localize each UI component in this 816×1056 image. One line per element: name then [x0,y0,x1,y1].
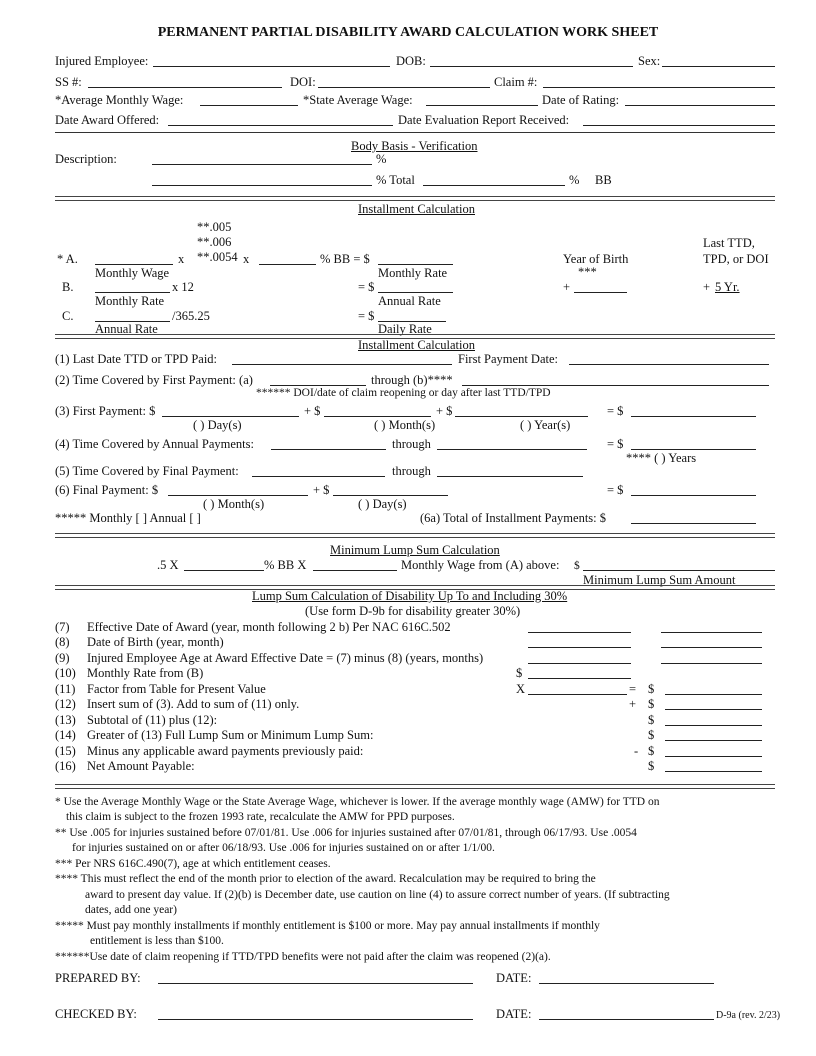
row15-minus: - [634,744,639,758]
row12-dollar: $ [648,697,655,711]
note: ******Use date of claim reopening if TTD/TPD benefits were not paid after the claim was reopened (2)(a). [55,951,551,963]
ss-field[interactable] [88,87,282,88]
lump-sum-subheading: (Use form D-9b for disability greater 30%) [305,604,521,618]
installment-heading-1: Installment Calculation [358,202,475,216]
triple-star-note: *** [578,265,597,279]
line3-label: (3) First Payment: $ [55,404,156,418]
min-lump-amount-caption: Minimum Lump Sum Amount [583,573,736,587]
row-a-label: * A. [57,252,78,266]
line5-label: (5) Time Covered by Final Payment: [55,464,239,478]
row11-dollar: $ [648,682,655,696]
monthly-annual-checkboxes[interactable]: ***** Monthly [ ] Annual [ ] [55,511,201,525]
date1-field[interactable] [539,983,714,984]
first-payment-total-field[interactable] [631,416,756,417]
line1-label: (1) Last Date TTD or TPD Paid: [55,352,218,366]
pct-label: % [376,152,387,166]
date-award-offered-label: Date Award Offered: [55,113,160,127]
avg-monthly-wage-field[interactable] [200,105,298,106]
pct2-label: % [569,173,580,187]
body-basis-heading: Body Basis - Verification [351,139,478,153]
annual-payments-total-field[interactable] [631,449,756,450]
row14-amount-field[interactable] [665,740,762,741]
last-ttd-label: Last TTD, [703,236,755,250]
state-avg-wage-field[interactable] [426,105,538,106]
annual-rate-field[interactable] [378,292,453,293]
installment-heading-2: Installment Calculation [358,338,475,352]
row-text: Subtotal of (11) plus (12): [87,713,218,727]
effective-date-months-field[interactable] [661,632,762,633]
min-lump-pre: .5 X [157,558,179,572]
min-lump-factor-field[interactable] [313,570,397,571]
ttd-doi-label: TPD, or DOI [703,252,769,266]
doi-label: DOI: [290,75,316,89]
annual-rate-c-caption: Annual Rate [95,322,158,336]
row-text: Effective Date of Award (year, month following 2 b) Per NAC 616C.502 [87,620,451,634]
divider [55,132,775,133]
state-avg-wage-label: *State Average Wage: [303,93,413,107]
line2-label: (2) Time Covered by First Payment: (a) [55,373,253,387]
injured-employee-field[interactable] [153,66,390,67]
note: * Use the Average Monthly Wage or the State Average Wage, whichever is lower. If the average monthly wage (AMW) for TTD on [55,796,660,808]
note: ** Use .005 for injuries sustained before 07/01/81. Use .006 for injuries sustained after 07/01/81, through 06/17/93. Use .0054 [55,827,637,839]
injured-employee-label: Injured Employee: [55,54,149,68]
row-num: (14) [55,728,76,742]
bb-label: BB [595,173,612,187]
five-year: 5 Yr. [715,280,740,294]
annual-rate-caption: Annual Rate [378,294,441,308]
row13-dollar: $ [648,713,655,727]
age-months-field[interactable] [661,663,762,664]
final-payment-from-field[interactable] [252,476,385,477]
row11-amount-field[interactable] [665,694,762,695]
pct-bb-eq: % BB = $ [320,252,370,266]
note: *** Per NRS 616C.490(7), age at which entitlement ceases. [55,858,331,870]
eq6: = $ [607,483,624,497]
total-installment-field[interactable] [631,523,756,524]
years4-caption: **** ( ) Years [626,451,697,465]
factor-field[interactable] [528,694,627,695]
last-date-ttd-field[interactable] [232,364,452,365]
row-b-label: B. [62,280,74,294]
plus6: + $ [313,483,330,497]
eq3: = $ [607,404,624,418]
rate-0054: **.0054 [197,250,238,264]
claim-field[interactable] [543,87,775,88]
note: dates, add one year) [85,904,177,916]
row-text: Minus any applicable award payments previously paid: [87,744,364,758]
first-payment-years-field[interactable] [455,416,588,417]
days-caption: ( ) Day(s) [193,418,242,432]
date1-label: DATE: [496,971,532,985]
date2-label: DATE: [496,1007,532,1021]
months-caption: ( ) Month(s) [374,418,436,432]
first-payment-date-field[interactable] [569,364,769,365]
eq4: = $ [607,437,624,451]
ss-label: SS #: [55,75,82,89]
daily-rate-caption: Daily Rate [378,322,432,336]
row13-amount-field[interactable] [665,725,762,726]
sex-field[interactable] [662,66,775,67]
rate-006: **.006 [197,235,232,249]
min-lump-mw: Monthly Wage from (A) above: [401,558,560,572]
prepared-by-label: PREPARED BY: [55,971,141,985]
pct-total-label: % Total [376,173,415,187]
row-text: Greater of (13) Full Lump Sum or Minimum Lump Sum: [87,728,374,742]
line6-label: (6) Final Payment: $ [55,483,159,497]
row-num: (7) [55,620,70,634]
row-text: Factor from Table for Present Value [87,682,266,696]
eq-b: = $ [358,280,375,294]
line6a-label: (6a) Total of Installment Payments: $ [420,511,607,525]
rate-005: **.005 [197,220,232,234]
claim-label: Claim #: [494,75,538,89]
doi-field[interactable] [318,87,490,88]
note: award to present day value. If (2)(b) is December date, use caution on line (4) to assure correct number of years. (If subtracting [85,889,670,901]
min-lump-pct-field[interactable] [184,570,264,571]
months6-caption: ( ) Month(s) [203,497,265,511]
sex-label: Sex: [638,54,661,68]
row-num: (8) [55,635,70,649]
double-divider [55,196,775,201]
dob-label: DOB: [396,54,426,68]
date-eval-report-label: Date Evaluation Report Received: [398,113,570,127]
double-divider [55,784,775,789]
description-field-2[interactable] [152,185,372,186]
row16-dollar: $ [648,759,655,773]
row-text: Monthly Rate from (B) [87,666,204,680]
row12-plus: + [629,697,637,711]
date-of-rating-label: Date of Rating: [542,93,620,107]
plus-a: + $ [304,404,321,418]
dob-years-field[interactable] [528,647,631,648]
date-award-offered-field[interactable] [168,125,393,126]
row15-dollar: $ [648,744,655,758]
description-label: Description: [55,152,117,166]
row10-dollar: $ [516,666,523,680]
eq-c: = $ [358,309,375,323]
row-text: Injured Employee Age at Award Effective Date = (7) minus (8) (years, months) [87,651,484,665]
first-payment-days-field[interactable] [162,416,299,417]
form-id: D-9a (rev. 2/23) [716,1010,781,1021]
times-12: x 12 [172,280,194,294]
checked-by-label: CHECKED BY: [55,1007,137,1021]
doi-note: ****** DOI/date of claim reopening or day after last TTD/TPD [256,387,551,399]
date-of-rating-field[interactable] [625,105,775,106]
form-title: PERMANENT PARTIAL DISABILITY AWARD CALCULATION WORK SHEET [157,25,659,40]
note: entitlement is less than $100. [90,935,224,947]
monthly-rate-10-field[interactable] [528,678,631,679]
annual-payments-to-field[interactable] [437,449,587,450]
monthly-wage-field[interactable] [95,264,173,265]
final-payment-to-field[interactable] [437,476,583,477]
avg-monthly-wage-label: *Average Monthly Wage: [55,93,184,107]
min-lump-amount-field[interactable] [583,570,775,571]
row-num: (15) [55,744,76,758]
note: **** This must reflect the end of the month prior to election of the award. Recalculation may be required to bring the [55,873,596,885]
row11-x: X [516,682,526,696]
double-divider [55,533,775,538]
prepared-by-field[interactable] [158,983,473,984]
row16-amount-field[interactable] [665,771,762,772]
through4: through [392,437,431,451]
plus-yob: + [563,280,571,294]
plus-b: + $ [436,404,453,418]
year-of-birth-label: Year of Birth [563,252,629,266]
age-years-field[interactable] [528,663,631,664]
row11-eq: = [629,682,637,696]
final-payment-total-field[interactable] [631,495,756,496]
monthly-wage-caption: Monthly Wage [95,266,170,280]
row-num: (16) [55,759,76,773]
years-caption: ( ) Year(s) [520,418,571,432]
row-num: (12) [55,697,76,711]
row-num: (9) [55,651,70,665]
days6-caption: ( ) Day(s) [358,497,407,511]
year-of-birth-field[interactable] [574,292,627,293]
date-eval-report-field[interactable] [583,125,775,126]
lump-sum-heading: Lump Sum Calculation of Disability Up To and Including 30% [252,589,568,603]
monthly-rate-caption: Monthly Rate [378,266,448,280]
row-num: (11) [55,682,76,696]
row-c-label: C. [62,309,74,323]
through-b-label: through (b)**** [371,373,453,387]
effective-date-years-field[interactable] [528,632,631,633]
plus-5: + [703,280,711,294]
first-payment-date-label: First Payment Date: [458,352,558,366]
pct-total-field[interactable] [423,185,565,186]
pct-bb-field[interactable] [259,264,316,265]
times-rate: x [243,252,250,266]
description-field-1[interactable] [152,164,372,165]
note: for injuries sustained on or after 06/18/93. Use .006 for injuries sustained on or after 1/1/00. [72,842,495,854]
date2-field[interactable] [539,1019,714,1020]
annual-payments-from-field[interactable] [271,449,386,450]
note: this claim is subject to the frozen 1993 rate, recalculate the AMW for PPD purposes. [66,811,455,823]
monthly-rate-b-field[interactable] [95,292,170,293]
min-lump-dollar: $ [574,560,580,572]
row15-amount-field[interactable] [665,756,762,757]
row12-amount-field[interactable] [665,709,762,710]
times-a: x [178,252,185,266]
monthly-rate-field[interactable] [378,264,453,265]
div-365: /365.25 [172,309,210,323]
note: ***** Must pay monthly installments if monthly entitlement is $100 or more. May pay annual installments if monthly [55,920,600,932]
row-num: (13) [55,713,76,727]
row-text: Net Amount Payable: [87,759,195,773]
monthly-rate-b-caption: Monthly Rate [95,294,165,308]
min-lump-bb-x: % BB X [264,558,307,572]
through5: through [392,464,431,478]
row-text: Date of Birth (year, month) [87,635,224,649]
first-payment-months-field[interactable] [324,416,431,417]
final-payment-days-field[interactable] [333,495,448,496]
final-payment-months-field[interactable] [168,495,308,496]
row14-dollar: $ [648,728,655,742]
checked-by-field[interactable] [158,1019,473,1020]
dob-months-field[interactable] [661,647,762,648]
line4-label: (4) Time Covered by Annual Payments: [55,437,254,451]
min-lump-heading: Minimum Lump Sum Calculation [330,543,500,557]
row-text: Insert sum of (3). Add to sum of (11) only. [87,697,300,711]
row-num: (10) [55,666,76,680]
dob-field[interactable] [430,66,633,67]
